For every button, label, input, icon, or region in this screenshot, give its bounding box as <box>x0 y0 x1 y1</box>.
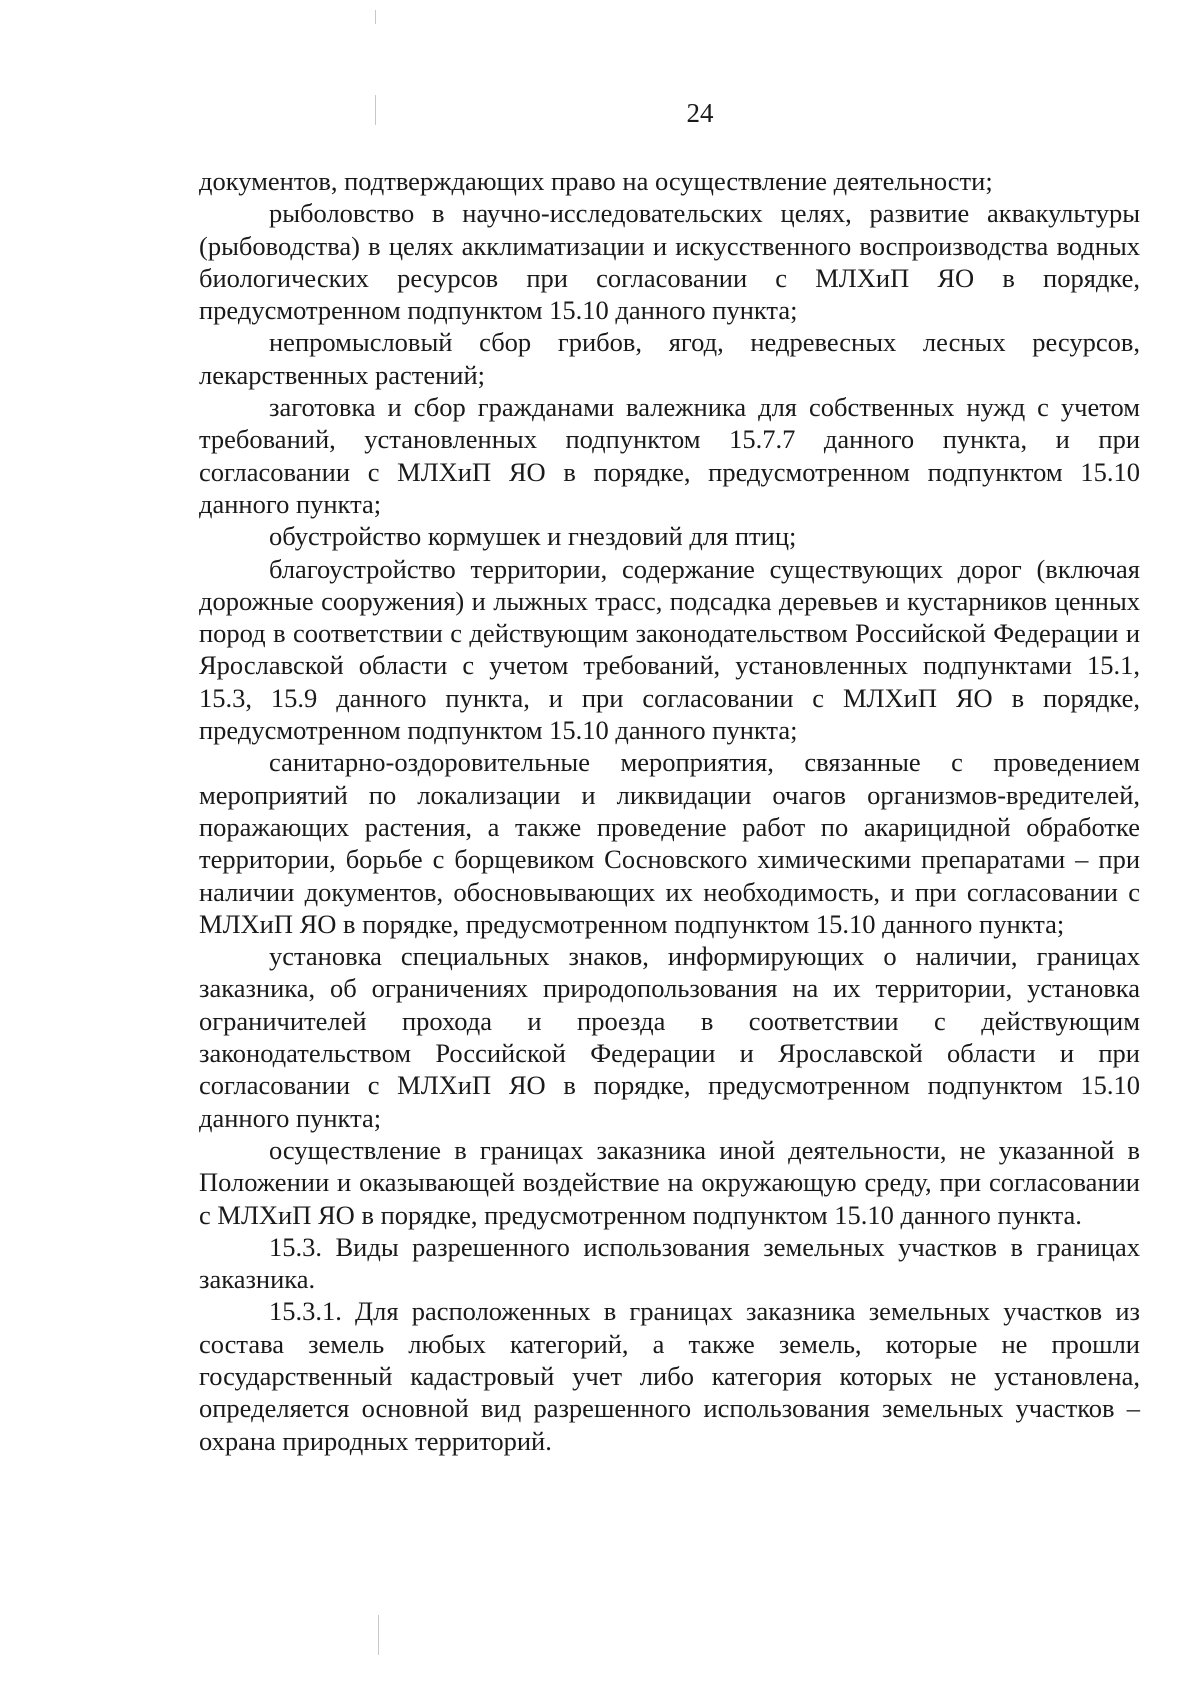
paragraph-sanitary: санитарно-оздоровительные мероприятия, связанные с проведением мероприятий по локализации и ликвидации очагов организмов-вредителей, поражающих растения, а также проведение работ по акарицидной обработке территории, борьбе с борщевиком Сосновского химическими препаратами – при наличии документов, обосновывающих их необходимость, и при согласовании с МЛХиП ЯО в порядке, предусмотренном подпунктом 15.10 данного пункта; <box>199 747 1140 939</box>
paragraph-other-activity: осуществление в границах заказника иной деятельности, не указанной в Положении и оказывающей воздействие на окружающую среду, при согласовании с МЛХиП ЯО в порядке, предусмотренном подпунктом 15.10 данного пункта. <box>199 1134 1140 1230</box>
paragraph-gathering: непромысловый сбор грибов, ягод, недревесных лесных ресурсов, лекарственных растений; <box>199 327 1140 390</box>
paragraph-landscaping: благоустройство территории, содержание существующих дорог (включая дорожные сооружения) и лыжных трасс, подсадка деревьев и кустарников ценных пород в соответствии с действующим законодательством Российской Федерации и Ярославской области с учетом требований, установленных подпунктами 15.1, 15.3, 15.9 данного пункта, и при согласовании с МЛХиП ЯО в порядке, предусмотренном подпунктом 15.10 данного пункта; <box>199 553 1140 746</box>
paragraph-deadwood: заготовка и сбор гражданами валежника для собственных нужд с учетом требований, установленных подпунктом 15.7.7 данного пункта, и при согласовании с МЛХиП ЯО в порядке, предусмотренном подпунктом 15.10 данного пункта; <box>199 392 1140 519</box>
paragraph-signs: установка специальных знаков, информирующих о наличии, границах заказника, об ограничениях природопользования на их территории, установка ограничителей прохода и проезда в соответствии с действующим законодательством Российской Федерации и Ярославской области и при согласовании с МЛХиП ЯО в порядке, предусмотренном подпунктом 15.10 данного пункта; <box>199 941 1140 1133</box>
paragraph-continuation: документов, подтверждающих право на осуществление деятельности; <box>199 166 993 196</box>
section-15-3-1: 15.3.1. Для расположенных в границах заказника земельных участков из состава земель любых категорий, а также земель, которые не прошли государственный кадастровый учет либо категория которых не установлена, определяется основной вид разрешенного использования земельных участков – охрана природных территорий. <box>199 1296 1140 1456</box>
paragraph-fishing: рыболовство в научно-исследовательских целях, развитие аквакультуры (рыбоводства) в целях акклиматизации и искусственного воспроизводства водных биологических ресурсов при согласовании с МЛХиП ЯО в порядке, предусмотренном подпунктом 15.10 данного пункта; <box>199 198 1140 326</box>
document-body <box>199 165 1140 1457</box>
scan-artifact <box>378 1615 379 1655</box>
scan-artifact <box>375 10 376 24</box>
section-heading-15-3: 15.3. Виды разрешенного использования земельных участков в границах заказника. <box>199 1231 1140 1295</box>
paragraph-bird-feeders: обустройство кормушек и гнездовий для птиц; <box>269 521 797 552</box>
page-number: 24 <box>686 98 714 128</box>
